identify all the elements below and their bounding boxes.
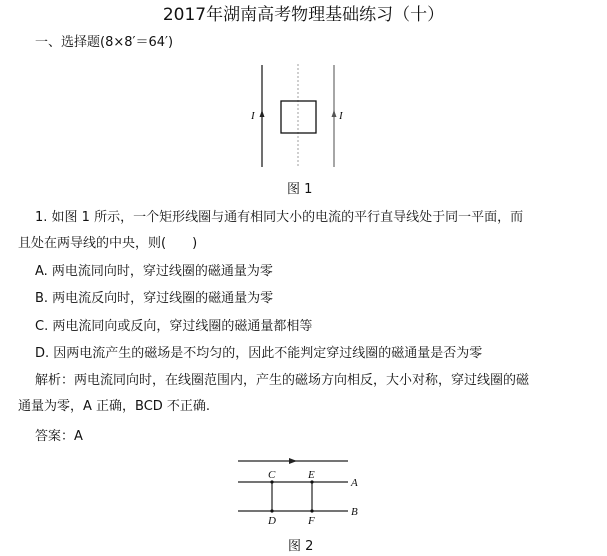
option-c: C. 两电流同向或反向，穿过线圈的磁通量都相等: [35, 319, 313, 334]
answer-text: 答案：A: [35, 429, 83, 444]
label-b: B: [351, 506, 358, 518]
page-title: 2017年湖南高考物理基础练习（十）: [162, 5, 445, 25]
label-e: E: [308, 469, 315, 481]
section-heading: 一、选择题(8×8′＝64′): [35, 35, 174, 50]
analysis-text: 解析：两电流同向时，在线圈范围内，产生的磁场方向相反，大小对称，穿过线圈的磁: [35, 373, 530, 388]
analysis-text: 通量为零，A 正确，BCD 不正确.: [18, 399, 211, 414]
label-d: D: [268, 515, 276, 527]
label-a: A: [351, 477, 358, 489]
label-c: C: [268, 469, 276, 481]
rectangular-coil: [281, 101, 316, 133]
question-text: 且处在两导线的中央，则( ): [18, 236, 198, 251]
figure-2-caption: 图 2: [288, 539, 314, 554]
figure-1-caption: 图 1: [287, 182, 313, 197]
option-a: A. 两电流同向时，穿过线圈的磁通量为零: [35, 264, 273, 279]
current-label-left: I: [251, 110, 255, 122]
arrow-right-icon: [289, 458, 297, 464]
option-b: B. 两电流反向时，穿过线圈的磁通量为零: [35, 291, 274, 306]
label-f: F: [308, 515, 315, 527]
option-d: D. 因两电流产生的磁场是不均匀的，因此不能判定穿过线圈的磁通量是否为零: [35, 346, 483, 361]
arrow-up-icon: [332, 110, 337, 117]
current-label-right: I: [339, 110, 343, 122]
question-text: 1. 如图 1 所示，一个矩形线圈与通有相同大小的电流的平行直导线处于同一平面，而: [35, 210, 524, 225]
arrow-up-icon: [260, 110, 265, 117]
